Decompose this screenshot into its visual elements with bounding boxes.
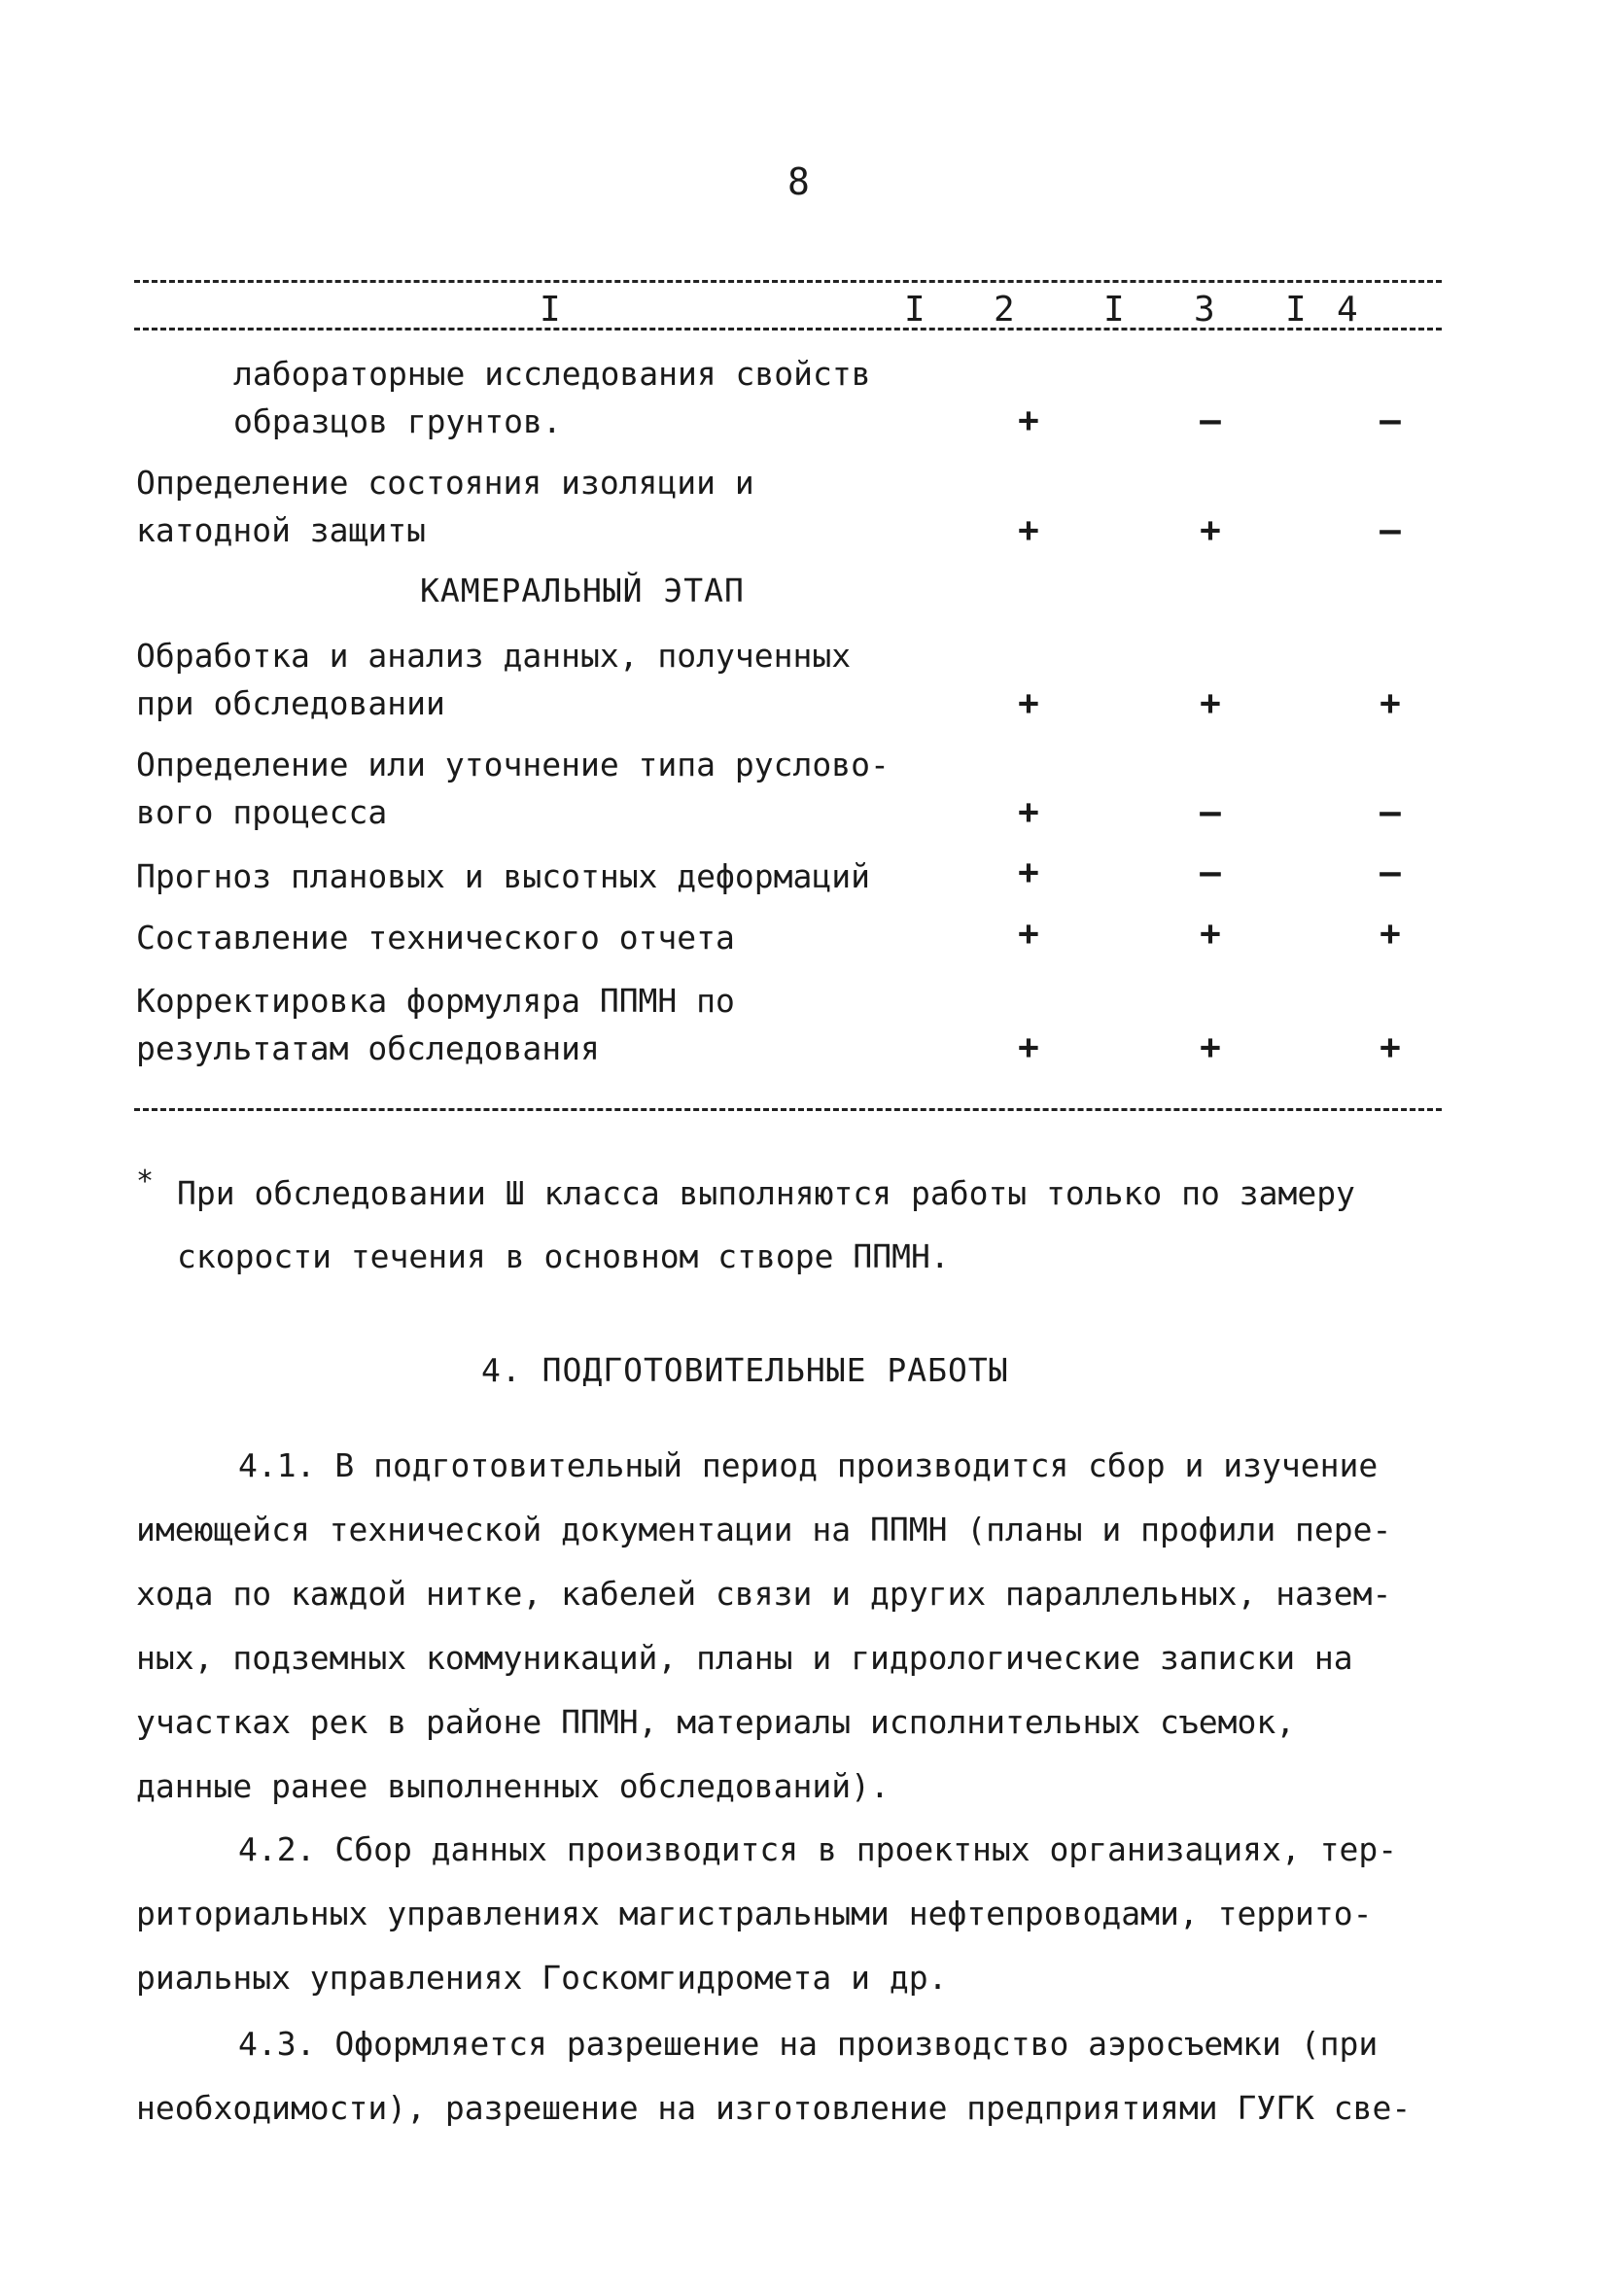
table-row-text: Определение состояния изоляции и катодной защиты: [136, 464, 754, 549]
cell-mark: +: [1018, 400, 1039, 440]
cell-mark: +: [1200, 1027, 1221, 1067]
cell-mark: +: [1018, 792, 1039, 832]
paragraph-4-3: 4.3. Оформляется разрешение на производство аэросъемки (при необходимости), разрешение на изготовление предприятиями ГУГК све-: [136, 2025, 1412, 2127]
cell-mark: +: [1380, 683, 1401, 723]
table-row-text: Определение или уточнение типа руслово- вого процесса: [136, 746, 890, 831]
column-header-4: 4: [1337, 290, 1358, 330]
column-header-2: 2: [994, 290, 1015, 330]
page-number: 8: [787, 160, 810, 203]
cell-mark: –: [1200, 400, 1221, 440]
cell-mark: –: [1380, 792, 1401, 832]
footnote: [136, 1162, 1429, 1288]
cell-mark: +: [1018, 1027, 1039, 1067]
cell-mark: –: [1380, 510, 1401, 550]
cell-mark: +: [1018, 510, 1039, 550]
chapter-title: 4. ПОДГОТОВИТЕЛЬНЫЕ РАБОТЫ: [481, 1351, 1009, 1389]
table-row-text: лабораторные исследования свойств образцов грунтов.: [233, 355, 871, 440]
cell-mark: +: [1380, 1027, 1401, 1067]
cell-mark: –: [1380, 852, 1401, 892]
cell-mark: +: [1018, 914, 1039, 954]
paragraph-4-1: 4.1. В подготовительный период производится сбор и изучение имеющейся технической документации на ППМН (планы и профили пере- хода по каждой нитке, кабелей связи и других параллельных, назем- ных, подземных коммуникаций, планы и гидрологические записки на участках рек в районе ППМН, материалы исполнительных съемок, данные ранее выполненных обследований).: [136, 1446, 1392, 1805]
cell-mark: +: [1018, 852, 1039, 892]
table-row-text: Прогноз плановых и высотных деформаций: [136, 857, 870, 895]
column-header-3: 3: [1194, 290, 1215, 330]
cell-mark: +: [1380, 914, 1401, 954]
cell-mark: –: [1380, 400, 1401, 440]
footnote-line: скорости течения в основном створе ППМН.: [177, 1237, 950, 1275]
column-header-1: I: [540, 290, 561, 330]
cell-mark: +: [1018, 683, 1039, 723]
column-separator: I: [904, 290, 926, 330]
table-header-rule: [134, 328, 1442, 330]
cell-mark: –: [1200, 852, 1221, 892]
cell-mark: +: [1200, 683, 1221, 723]
paragraph-4-2: 4.2. Сбор данных производится в проектных организациях, тер- риториальных управлениях магистральными нефтепроводами, террито- риальных управлениях Госкомгидромета и др.: [136, 1830, 1398, 1997]
footnote-marker: *: [136, 1165, 155, 1199]
cell-mark: +: [1200, 914, 1221, 954]
column-separator: I: [1285, 290, 1307, 330]
column-separator: I: [1103, 290, 1125, 330]
cell-mark: +: [1200, 510, 1221, 550]
table-row-text: Обработка и анализ данных, полученных при обследовании: [136, 637, 852, 722]
footnote-line: При обследовании Ш класса выполняются работы только по замеру: [177, 1174, 1355, 1212]
table-bottom-rule: [134, 1108, 1442, 1111]
table-row-text: Корректировка формуляра ППМН по результатам обследования: [136, 982, 735, 1067]
cell-mark: –: [1200, 792, 1221, 832]
table-row-text: Составление технического отчета: [136, 919, 735, 957]
section-heading: КАМЕРАЛЬНЫЙ ЭТАП: [420, 572, 745, 609]
table-top-rule: [134, 280, 1442, 283]
